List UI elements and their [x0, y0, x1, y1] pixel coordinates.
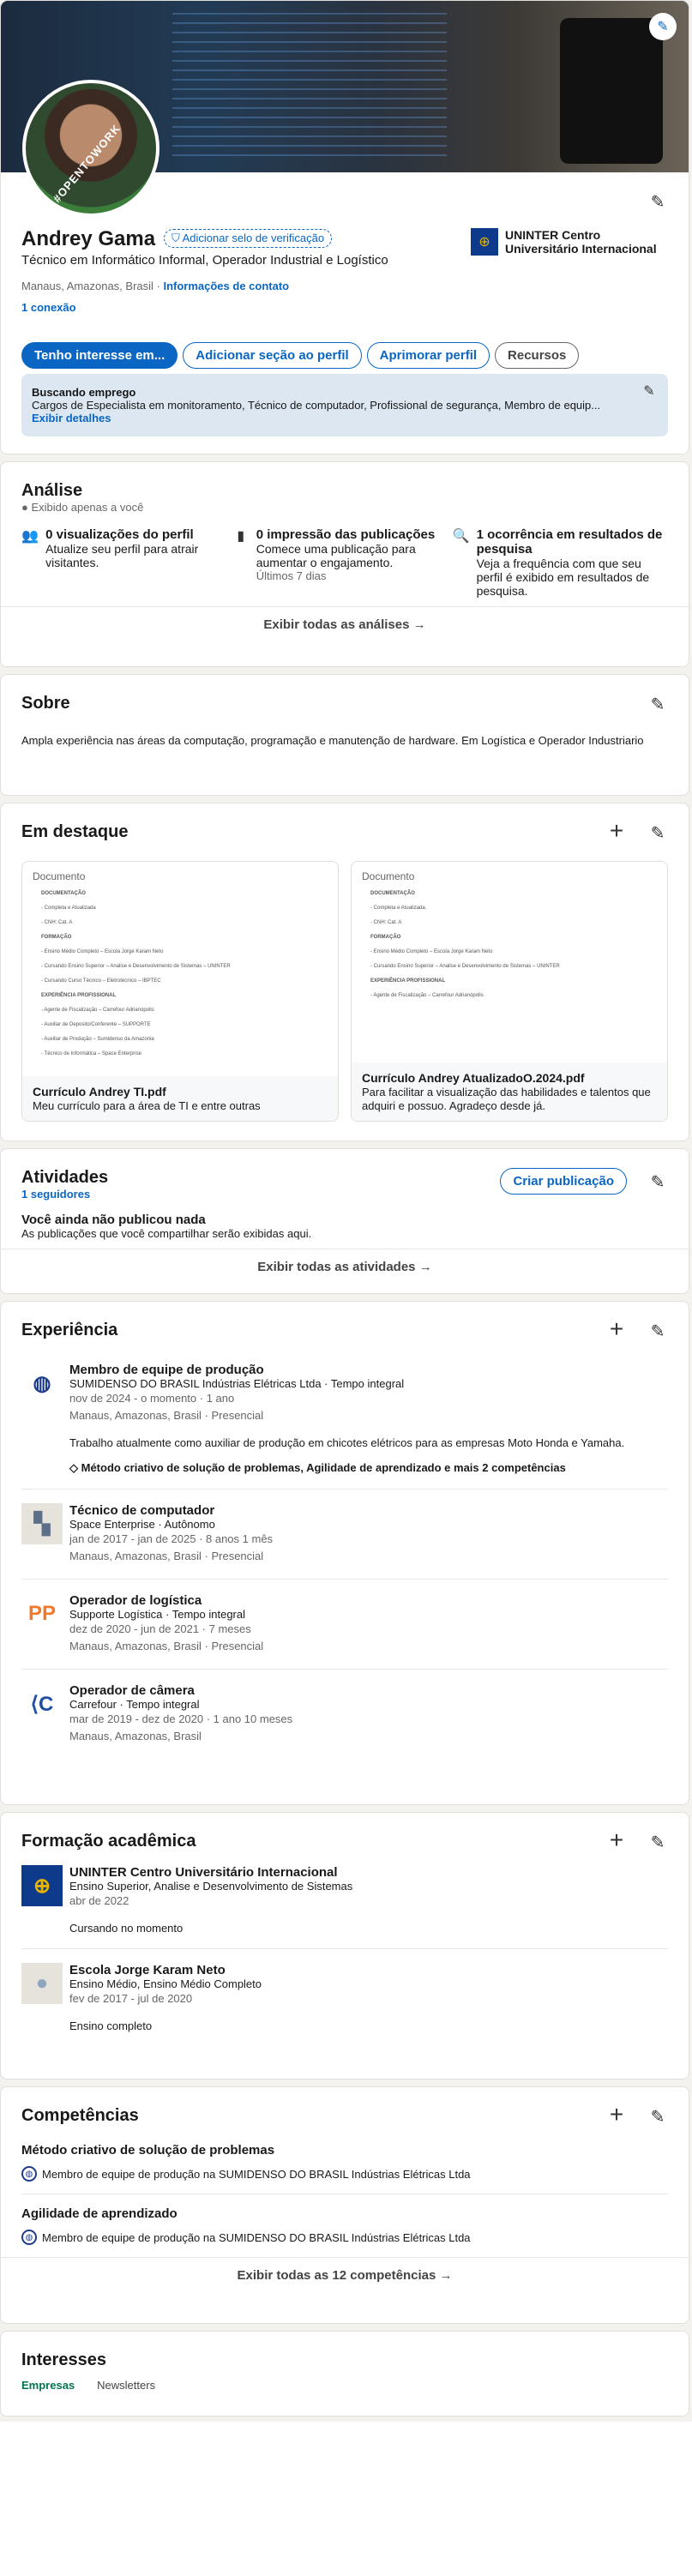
avatar[interactable] — [22, 80, 159, 217]
job-location: Manaus, Amazonas, Brasil — [69, 1730, 202, 1742]
preview-line: FORMAÇÃO — [370, 935, 401, 940]
stat-search-appearances[interactable] — [453, 527, 668, 598]
stat-desc: Atualize seu perfil para atrair visitantes. — [45, 542, 199, 569]
carrefour-logo-icon: ⟨C — [21, 1683, 63, 1724]
stat-post-impressions[interactable] — [237, 527, 452, 598]
skill-source: Membro de equipe de produção na SUMIDENSO DO BRASIL Indústrias Elétricas Ltda — [42, 2167, 471, 2181]
profile-name: Andrey Gama — [21, 227, 156, 250]
interests-card — [0, 2331, 689, 2417]
profile-headline: Técnico em Informático Informal, Operador Industrial e Logístico — [21, 253, 388, 268]
edit-education-icon[interactable]: ✎ — [650, 1833, 665, 1852]
preview-line: - Cursando Curso Técnico – Eletrotécnico – IBPTEC — [41, 978, 161, 984]
education-note: Ensino completo — [69, 2019, 153, 2032]
experience-item — [21, 1490, 668, 1580]
document-type: Documento — [33, 870, 86, 882]
preview-line: FORMAÇÃO — [41, 935, 72, 940]
skill-item — [21, 2194, 668, 2257]
top-education-link[interactable] — [471, 228, 677, 256]
preview-line: - Ensino Médio Completo – Escola Jorge Karam Neto — [370, 949, 493, 954]
featured-title: Em destaque — [21, 822, 129, 841]
edit-intro-pencil-icon[interactable]: ✎ — [650, 192, 665, 212]
eye-icon: ● — [21, 501, 28, 514]
job-seeking-box[interactable] — [21, 374, 668, 436]
document-preview — [352, 886, 667, 1062]
empty-title: Você ainda não publicou nada — [21, 1213, 206, 1227]
people-icon: 👥 — [21, 529, 39, 544]
stat-title: 0 visualizações do perfil — [45, 527, 194, 542]
featured-document[interactable] — [351, 861, 668, 1122]
edit-featured-icon[interactable]: ✎ — [650, 823, 665, 843]
preview-line: - CNH: Cat. A — [370, 920, 402, 925]
stat-title: 0 impressão das publicações — [256, 527, 436, 542]
experience-title: Experiência — [21, 1321, 118, 1339]
followers-link[interactable]: 1 seguidores — [21, 1188, 91, 1201]
document-name: Currículo Andrey AtualizadoO.2024.pdf — [362, 1071, 585, 1085]
skill-item — [21, 2131, 668, 2194]
show-details-link[interactable]: Exibir detalhes — [32, 412, 111, 424]
connections-link[interactable]: 1 conexão — [21, 301, 76, 314]
show-all-activity-link[interactable]: Exibir todas as atividades → — [1, 1249, 689, 1285]
show-all-skills-link[interactable]: Exibir todas as 12 competências → — [1, 2257, 689, 2293]
search-icon: 🔍 — [452, 529, 470, 544]
degree: Ensino Superior, Analise e Desenvolvimento de Sistemas — [69, 1880, 353, 1893]
contact-info-link[interactable]: Informações de contato — [163, 280, 290, 292]
verify-label: Adicionar selo de verificação — [182, 232, 325, 244]
diamond-icon: ◇ — [69, 1461, 78, 1474]
experience-item — [21, 1670, 668, 1759]
edit-skills-icon[interactable]: ✎ — [650, 2107, 665, 2127]
bar-chart-icon: ▮ — [237, 529, 245, 544]
preview-line: EXPERIÊNCIA PROFISSIONAL — [370, 978, 446, 984]
skills-card — [0, 2086, 689, 2324]
edit-experience-icon[interactable]: ✎ — [650, 1321, 665, 1341]
preview-line: - Cursando Ensino Superior – Analise e Desenvolvimento de Sistemas – UNINTER — [41, 964, 231, 969]
stat-note: Últimos 7 dias — [256, 569, 327, 582]
education-item — [21, 1851, 668, 1949]
open-to-button[interactable]: Tenho interesse em... — [21, 342, 178, 369]
enhance-profile-button[interactable]: Aprimorar perfil — [367, 342, 490, 369]
preview-line: DOCUMENTAÇÃO — [370, 891, 415, 896]
resources-button[interactable]: Recursos — [495, 342, 579, 369]
empty-desc: As publicações que você compartilhar serão exibidas aqui. — [21, 1227, 312, 1240]
dates: jan de 2017 - jan de 2025 · 8 anos 1 mês — [69, 1532, 274, 1545]
stat-title: 1 ocorrência em resultados de pesquisa — [476, 527, 663, 557]
company: SUMIDENSO DO BRASIL Indústrias Elétricas Ltda · Tempo integral — [69, 1377, 405, 1390]
about-text: Ampla experiência nas áreas da computação, programação e manutenção de hardware. Em Logística e Operador Industriario — [21, 734, 644, 747]
company: Space Enterprise · Autônomo — [69, 1518, 215, 1531]
uninter-logo-icon: ⊕ — [471, 228, 498, 256]
preview-line: EXPERIÊNCIA PROFISSIONAL — [41, 993, 117, 998]
education-title: Formação acadêmica — [21, 1832, 196, 1851]
about-title: Sobre — [21, 694, 70, 713]
job-title[interactable]: Operador de câmera — [69, 1683, 195, 1698]
school-logo-icon: ● — [21, 1963, 63, 2004]
tab-newsletters[interactable]: Newsletters — [97, 2379, 156, 2392]
company: Carrefour · Tempo integral — [69, 1698, 200, 1711]
skills-title: Competências — [21, 2106, 139, 2125]
job-title[interactable]: Operador de logística — [69, 1593, 202, 1608]
preview-line: - Completa e Atualizada. — [370, 906, 427, 911]
activity-card — [0, 1148, 689, 1294]
job-description: Trabalho atualmente como auxiliar de produção em chicotes elétricos para as empresas Moto Honda e Yamaha. — [69, 1436, 625, 1449]
add-section-button[interactable]: Adicionar seção ao perfil — [183, 342, 361, 369]
featured-card — [0, 803, 689, 1141]
preview-line: - Auxiliar de Produção – Sumidenso da Amazonia — [41, 1037, 154, 1042]
add-skill-icon[interactable]: + — [609, 2101, 624, 2128]
edit-job-seeking-icon[interactable]: ✎ — [643, 384, 655, 399]
job-location: Manaus, Amazonas, Brasil · Presencial — [69, 1550, 264, 1562]
sumidenso-logo-icon: ◍ — [21, 1363, 63, 1404]
document-desc: Meu currículo para a área de TI e entre outras — [33, 1099, 261, 1112]
tab-companies[interactable]: Empresas — [21, 2379, 75, 2392]
uninter-logo-icon: ⊕ — [21, 1865, 63, 1906]
dates: nov de 2024 - o momento · 1 ano — [69, 1392, 235, 1405]
edit-banner-icon[interactable]: ✎ — [649, 13, 677, 40]
document-name: Currículo Andrey TI.pdf — [33, 1085, 166, 1098]
school-name[interactable]: Escola Jorge Karam Neto — [69, 1963, 226, 1977]
document-type: Documento — [362, 870, 415, 882]
add-featured-icon[interactable]: + — [609, 817, 624, 844]
preview-line: DOCUMENTAÇÃO — [41, 891, 86, 896]
sumidenso-logo-icon: ◍ — [21, 2230, 37, 2245]
school-name[interactable]: UNINTER Centro Universitário Internacional — [69, 1865, 338, 1880]
document-preview — [22, 886, 338, 1076]
dates: fev de 2017 - jul de 2020 — [69, 1992, 193, 2005]
dates: abr de 2022 — [69, 1894, 129, 1907]
add-education-icon[interactable]: + — [609, 1827, 624, 1853]
job-seeking-roles: Cargos de Especialista em monitoramento, Técnico de computador, Profissional de segurança, Membro de equip... — [32, 399, 601, 412]
open-to-work-badge: #OPENTOWORK — [50, 121, 123, 206]
add-verification-button[interactable]: ⛉ Adicionar selo de verificação — [164, 229, 332, 248]
stat-desc: Veja a frequência com que seu perfil é exibido em resultados de pesquisa. — [476, 557, 650, 598]
dates: mar de 2019 - dez de 2020 · 1 ano 10 meses — [69, 1712, 293, 1725]
job-location: Manaus, Amazonas, Brasil · Presencial — [69, 1640, 264, 1652]
experience-card — [0, 1301, 689, 1805]
company: Supporte Logística · Tempo integral — [69, 1608, 245, 1621]
skill-source: Membro de equipe de produção na SUMIDENSO DO BRASIL Indústrias Elétricas Ltda — [42, 2230, 471, 2244]
preview-line: - Técnico de Informática – Space Enterprise — [41, 1051, 141, 1056]
edit-about-icon[interactable]: ✎ — [650, 695, 665, 714]
stat-profile-views[interactable] — [21, 527, 237, 598]
add-experience-icon[interactable]: + — [609, 1315, 624, 1342]
experience-item — [21, 1580, 668, 1670]
education-note: Cursando no momento — [69, 1922, 184, 1935]
activity-title: Atividades — [21, 1168, 109, 1187]
interests-title: Interesses — [21, 2350, 106, 2369]
preview-line: - Completa e Atualizada — [41, 906, 96, 911]
preview-line: - CNH: Cat. A — [41, 920, 73, 925]
preview-line: - Agente de Fiscalização – Carrefour Adrianópolis — [370, 993, 484, 998]
experience-item — [21, 1349, 668, 1490]
skill-name[interactable]: Método criativo de solução de problemas — [21, 2143, 275, 2158]
job-location: Manaus, Amazonas, Brasil · Presencial — [69, 1409, 264, 1422]
dates: dez de 2020 - jun de 2021 · 7 meses — [69, 1622, 251, 1635]
stat-desc: Comece uma publicação para aumentar o engajamento. — [256, 542, 416, 569]
skill-name[interactable]: Agilidade de aprendizado — [21, 2206, 178, 2221]
featured-document[interactable] — [21, 861, 339, 1122]
show-all-analytics-link[interactable]: Exibir todas as análises → — [1, 606, 689, 642]
job-title[interactable]: Técnico de computador — [69, 1503, 215, 1518]
education-item — [21, 1949, 668, 2046]
supporte-logo-icon: PP — [21, 1593, 63, 1634]
create-post-button[interactable]: Criar publicação — [500, 1168, 627, 1195]
profile-intro-card: ✎ #OPENTOWORK ✎ Andrey Gama ⛉ Adicionar selo de verificação Técnico em Informático Informal, Operador Industrial e Logístico Manaus, Amazonas, Brasil · Informações de contato 1 conexão ⊕ UNINTER Centro Universitário Internacional Tenho interesse em... Adicionar seção ao perfil Aprimorar perfil Recursos Buscando emprego Cargos de Especialista em monitoramento, Técnico de computador, Profissional de segurança, Membro de equip... Exibir detalhes ✎ — [0, 0, 689, 454]
preview-line: - Ensino Médio Completo – Escola Jorge Karam Neto — [41, 949, 164, 954]
preview-line: - Agente de Fiscalização – Carrefour Adrianópolis — [41, 1008, 154, 1013]
degree: Ensino Médio, Ensino Médio Completo — [69, 1977, 262, 1990]
analytics-card — [0, 461, 689, 667]
preview-line: - Cursando Ensino Superior – Analise e Desenvolvimento de Sistemas – UNINTER — [370, 964, 560, 969]
visibility-note: Exibido apenas a você — [31, 501, 144, 514]
document-desc: Para facilitar a visualização das habilidades e talentos que adquiri e possuo. Agradeço desde já. — [362, 1086, 651, 1112]
preview-line: - Auxiliar de Deposito/Conferente – SUPPORTE — [41, 1022, 151, 1027]
sumidenso-logo-icon: ◍ — [21, 2166, 37, 2182]
space-enterprise-logo-icon: ▚ — [21, 1503, 63, 1544]
job-skills[interactable]: Método criativo de solução de problemas, Agilidade de aprendizado e mais 2 competências — [81, 1461, 566, 1474]
about-card — [0, 674, 689, 796]
education-card — [0, 1812, 689, 2079]
top-education-name: UNINTER Centro Universitário Internacional — [505, 228, 657, 256]
analytics-title: Análise — [21, 481, 83, 500]
location: Manaus, Amazonas, Brasil — [21, 280, 153, 292]
edit-activity-icon[interactable]: ✎ — [650, 1172, 665, 1192]
job-seeking-title: Buscando emprego — [32, 386, 136, 399]
job-title[interactable]: Membro de equipe de produção — [69, 1363, 264, 1377]
